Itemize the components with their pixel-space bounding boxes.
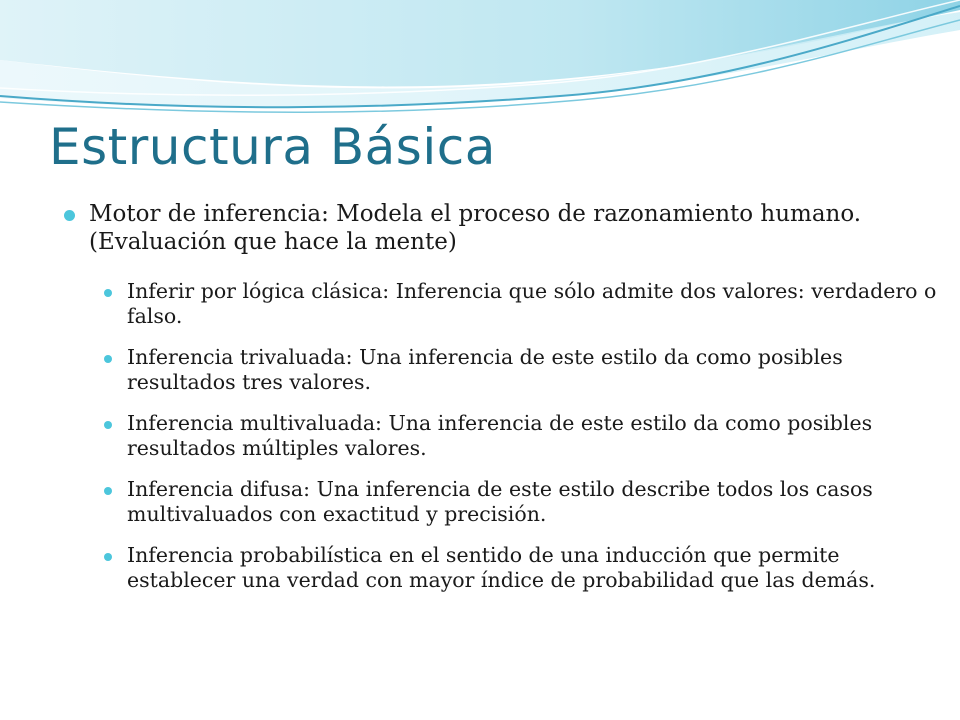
bullet-dot-icon	[104, 487, 112, 495]
subbullet-item	[102, 279, 944, 329]
slide-title: Estructura Básica	[49, 118, 496, 176]
subbullet-item	[102, 477, 944, 527]
bullet-dot-icon	[104, 421, 112, 429]
bullet-dot-icon	[104, 289, 112, 297]
header-wave-decoration	[0, 0, 960, 130]
bullet-main-text: Motor de inferencia: Modela el proceso de razonamiento humano. (Evaluación que hace la mente)	[89, 201, 862, 255]
bullet-dot-icon	[104, 553, 112, 561]
subbullet-item	[102, 345, 944, 395]
subbullet-text: Inferencia trivaluada: Una inferencia de este estilo da como posibles resultados tres valores.	[127, 345, 843, 394]
subbullet-item	[102, 543, 944, 593]
subbullet-text: Inferencia multivaluada: Una inferencia de este estilo da como posibles resultados múltiples valores.	[127, 411, 873, 460]
bullet-dot-icon	[104, 355, 112, 363]
subbullet-item	[102, 411, 944, 461]
subbullet-text: Inferencia difusa: Una inferencia de este estilo describe todos los casos multivaluados con exactitud y precisión.	[127, 477, 873, 526]
bullet-dot-icon	[64, 210, 75, 221]
subbullet-text: Inferencia probabilística en el sentido de una inducción que permite establecer una verdad con mayor índice de probabilidad que las demás.	[127, 543, 876, 592]
bullet-main	[64, 200, 944, 256]
subbullet-text: Inferir por lógica clásica: Inferencia que sólo admite dos valores: verdadero o falso.	[127, 279, 937, 328]
slide-body	[64, 200, 944, 593]
